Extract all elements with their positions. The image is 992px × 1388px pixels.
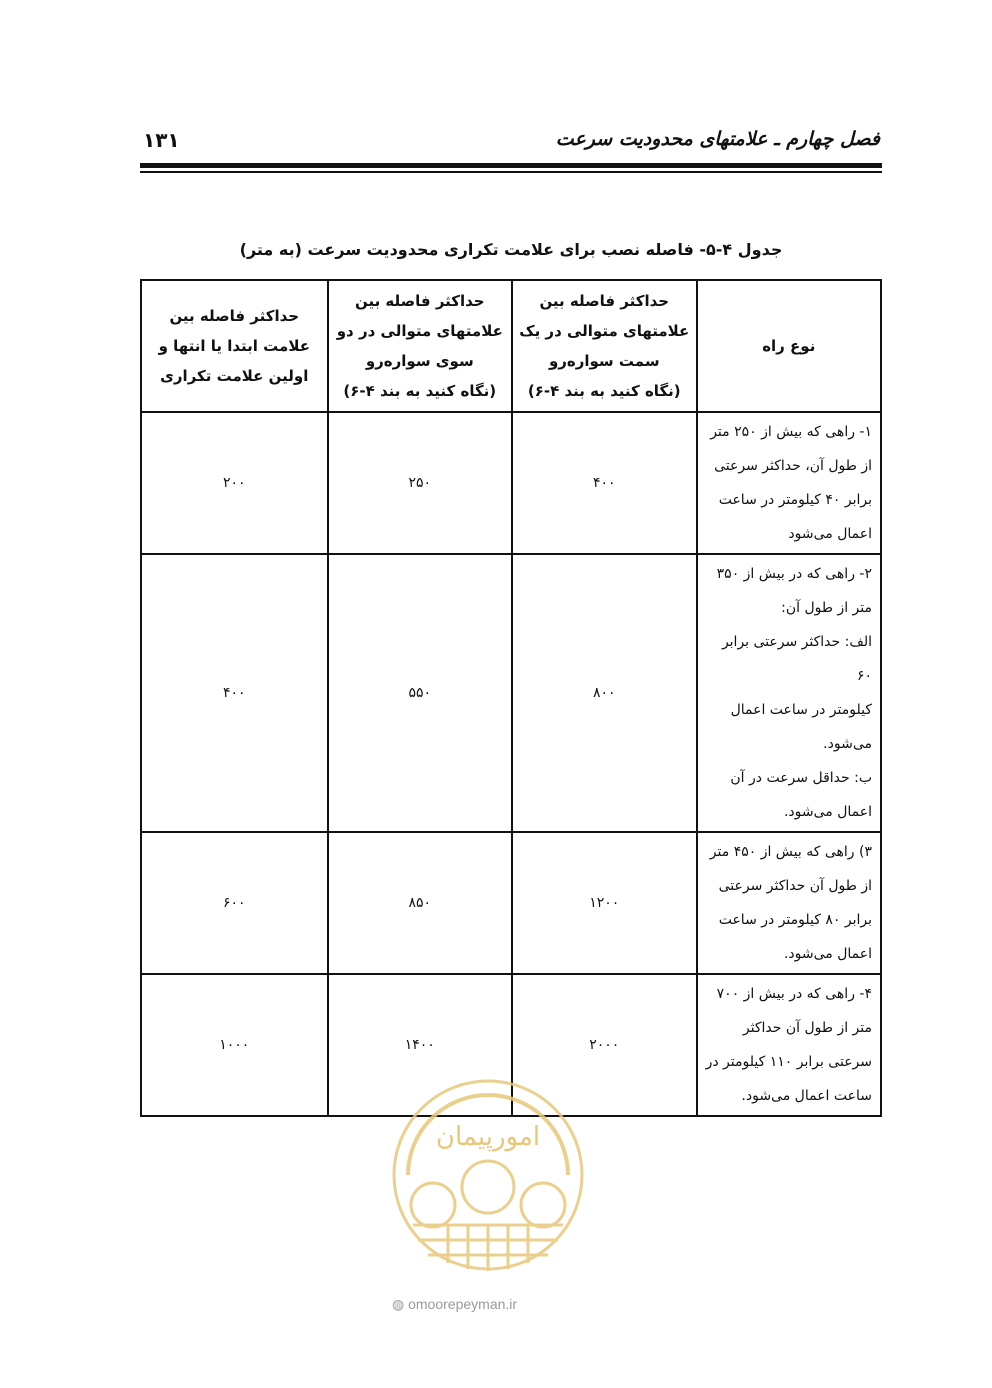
road-type-cell: ۲- راهی که در بیش از ۳۵۰ متر از طول آن: الف: حداکثر سرعتی برابر ۶۰ کیلومتر در ساعت اعمال می‌شود. ب: حداقل سرعت در آن اعمال می‌شود.	[697, 554, 881, 832]
two-sides-cell: ۵۵۰	[328, 554, 512, 832]
one-side-cell: ۸۰۰	[512, 554, 696, 832]
table-caption: جدول ۴-۵- فاصله نصب برای علامت تکراری محدودیت سرعت (به متر)	[239, 240, 783, 259]
header-road-type: نوع راه	[697, 280, 881, 412]
two-sides-cell: ۱۴۰۰	[328, 974, 512, 1116]
header-rule-thin	[140, 171, 882, 173]
road-type-cell: ۱- راهی که بیش از ۲۵۰ متر از طول آن، حداکثر سرعتی برابر ۴۰ کیلومتر در ساعت اعمال می‌شود	[697, 412, 881, 554]
one-side-cell: ۱۲۰۰	[512, 832, 696, 974]
table-row	[141, 554, 881, 832]
one-side-cell: ۲۰۰۰	[512, 974, 696, 1116]
table-header-row	[141, 280, 881, 412]
watermark-url-text: omoorepeyman.ir	[408, 1296, 518, 1312]
one-side-cell: ۴۰۰	[512, 412, 696, 554]
two-sides-cell: ۲۵۰	[328, 412, 512, 554]
header-one-side: حداکثر فاصله بین علامتهای متوالی در یک سمت سواره‌رو (نگاه کنید به بند ۴-۶)	[512, 280, 696, 412]
chapter-title: فصل چهارم ـ علامتهای محدودیت سرعت	[555, 128, 880, 150]
page-number: ۱۳۱	[143, 128, 180, 152]
watermark-logo	[388, 1075, 588, 1275]
table-row	[141, 832, 881, 974]
road-type-cell: ۴- راهی که در بیش از ۷۰۰ متر از طول آن حداکثر سرعتی برابر ۱۱۰ کیلومتر در ساعت اعمال می‌شود.	[697, 974, 881, 1116]
globe-icon: ◍	[392, 1296, 405, 1312]
watermark-logo-text: امورپیمان	[435, 1122, 541, 1152]
first-sign-cell: ۶۰۰	[141, 832, 328, 974]
header-rule-thick	[140, 163, 882, 168]
watermark-url	[392, 1296, 602, 1313]
table-row	[141, 412, 881, 554]
spacing-table	[140, 279, 882, 1117]
header-two-sides: حداکثر فاصله بین علامتهای متوالی در دو سوی سواره‌رو (نگاه کنید به بند ۴-۶)	[328, 280, 512, 412]
road-type-cell: ۳) راهی که بیش از ۴۵۰ متر از طول آن حداکثر سرعتی برابر ۸۰ کیلومتر در ساعت اعمال می‌شود.	[697, 832, 881, 974]
first-sign-cell: ۲۰۰	[141, 412, 328, 554]
header-first-sign: حداکثر فاصله بین علامت ابتدا یا انتها و اولین علامت تکراری	[141, 280, 328, 412]
first-sign-cell: ۴۰۰	[141, 554, 328, 832]
two-sides-cell: ۸۵۰	[328, 832, 512, 974]
first-sign-cell: ۱۰۰۰	[141, 974, 328, 1116]
